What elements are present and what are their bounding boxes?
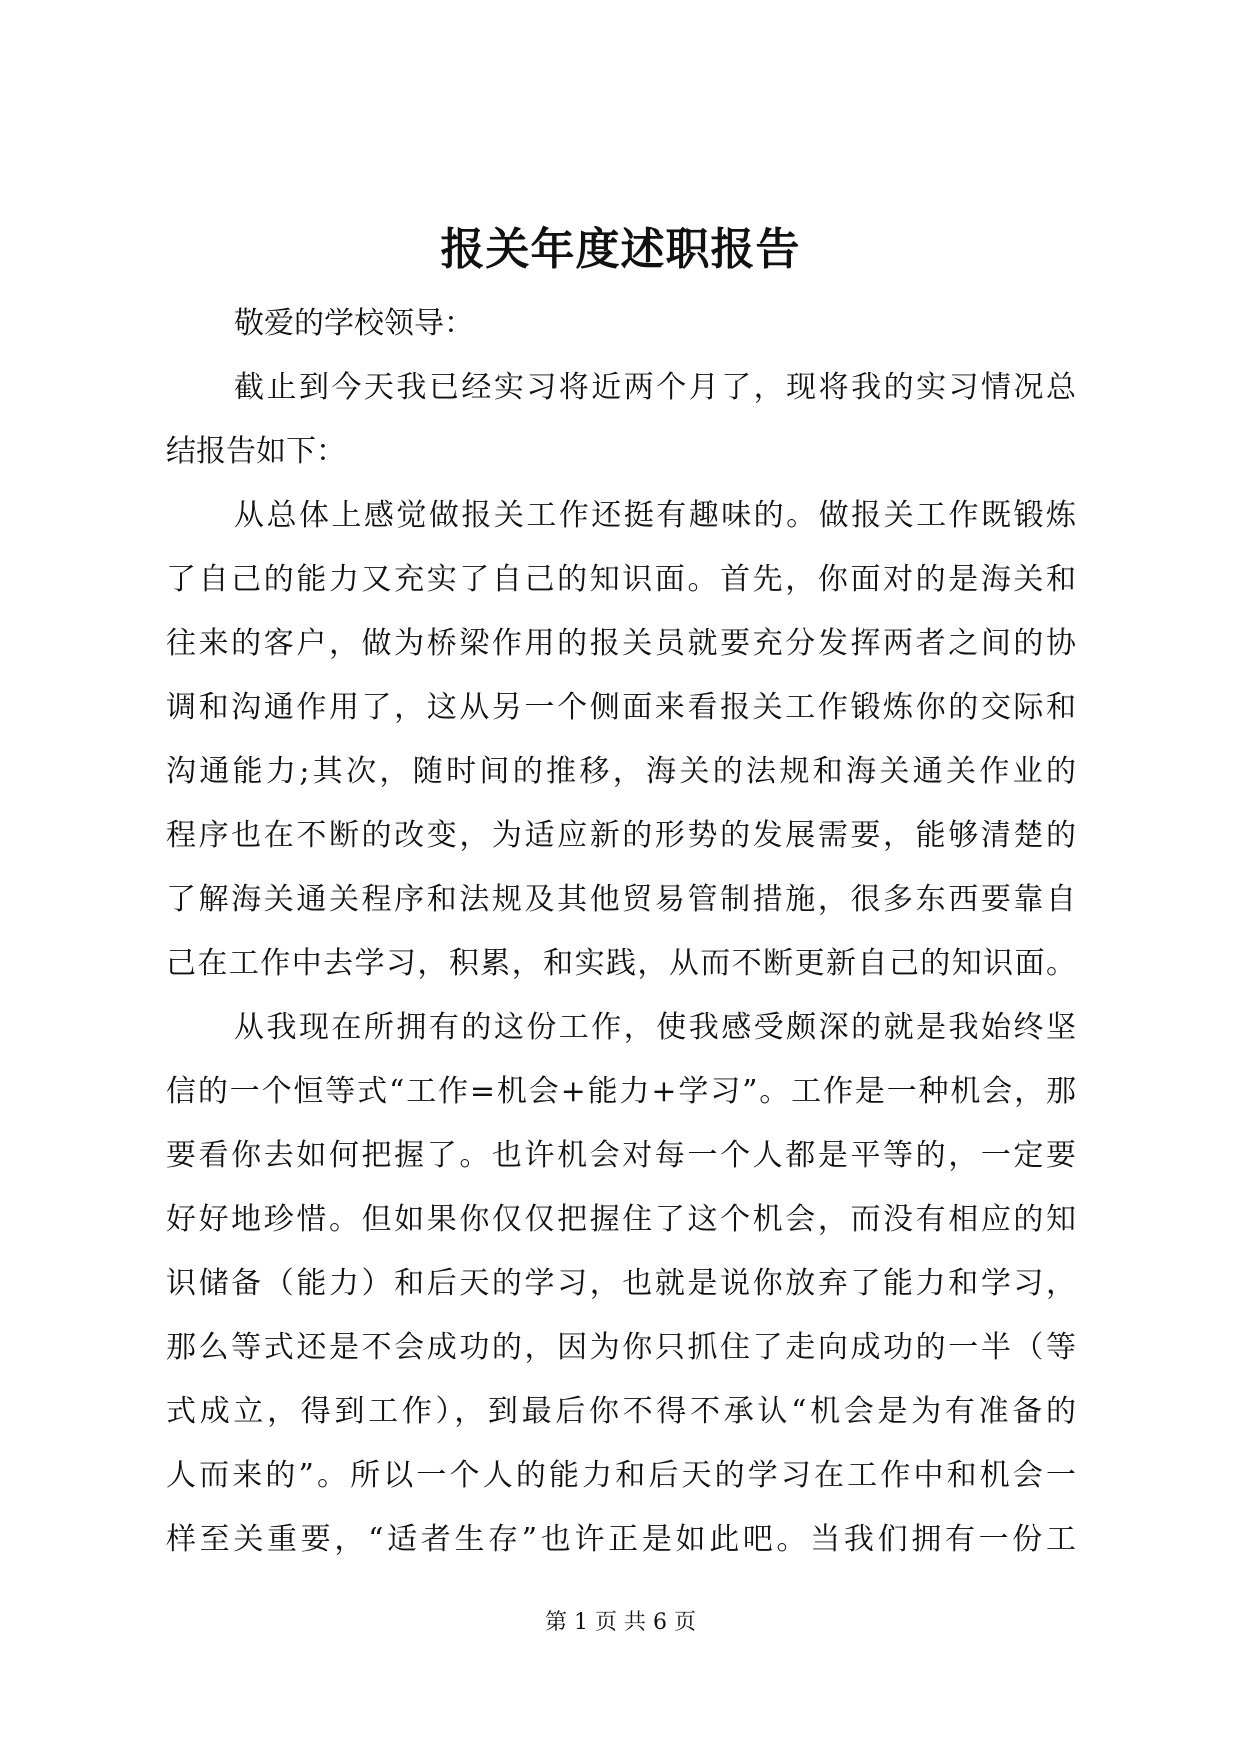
document-title: 报关年度述职报告 bbox=[440, 224, 801, 275]
body-line: 调和沟通作用了，这从另一个侧面来看报关工作锻炼你的交际和 bbox=[166, 690, 1076, 725]
body-line: 往来的客户，做为桥梁作用的报关员就要充分发挥两者之间的协 bbox=[166, 626, 1076, 661]
body-line: 样至关重要，“适者生存”也许正是如此吧。当我们拥有一份工 bbox=[166, 1522, 1076, 1557]
body-line: 信的一个恒等式“工作=机会+能力+学习”。工作是一种机会，那 bbox=[166, 1074, 1076, 1109]
body-line: 要看你去如何把握了。也许机会对每一个人都是平等的，一定要 bbox=[166, 1138, 1076, 1173]
body-line: 了解海关通关程序和法规及其他贸易管制措施，很多东西要靠自 bbox=[166, 882, 1076, 917]
body-line: 好好地珍惜。但如果你仅仅把握住了这个机会，而没有相应的知 bbox=[166, 1202, 1076, 1237]
body-line: 从总体上感觉做报关工作还挺有趣味的。做报关工作既锻炼 bbox=[234, 498, 1076, 533]
body-line: 沟通能力;其次，随时间的推移，海关的法规和海关通关作业的 bbox=[166, 754, 1076, 789]
body-line: 敬爱的学校领导： bbox=[234, 306, 474, 341]
body-line: 结报告如下： bbox=[166, 434, 346, 469]
body-line: 了自己的能力又充实了自己的知识面。首先，你面对的是海关和 bbox=[166, 562, 1076, 597]
body-line: 己在工作中去学习，积累，和实践，从而不断更新自己的知识面。 bbox=[166, 946, 1076, 981]
body-line: 识储备（能力）和后天的学习，也就是说你放弃了能力和学习， bbox=[166, 1266, 1076, 1301]
page-footer: 第 1 页 共 6 页 bbox=[545, 1610, 696, 1635]
body-line: 截止到今天我已经实习将近两个月了，现将我的实习情况总 bbox=[234, 370, 1076, 405]
body-line: 从我现在所拥有的这份工作，使我感受颇深的就是我始终坚 bbox=[234, 1010, 1076, 1045]
body-line: 程序也在不断的改变，为适应新的形势的发展需要，能够清楚的 bbox=[166, 818, 1076, 853]
body-line: 人而来的”。所以一个人的能力和后天的学习在工作中和机会一 bbox=[166, 1458, 1076, 1493]
body-line: 式成立，得到工作），到最后你不得不承认“机会是为有准备的 bbox=[166, 1394, 1076, 1429]
document-body bbox=[166, 292, 1076, 1572]
body-line: 那么等式还是不会成功的，因为你只抓住了走向成功的一半（等 bbox=[166, 1330, 1076, 1365]
